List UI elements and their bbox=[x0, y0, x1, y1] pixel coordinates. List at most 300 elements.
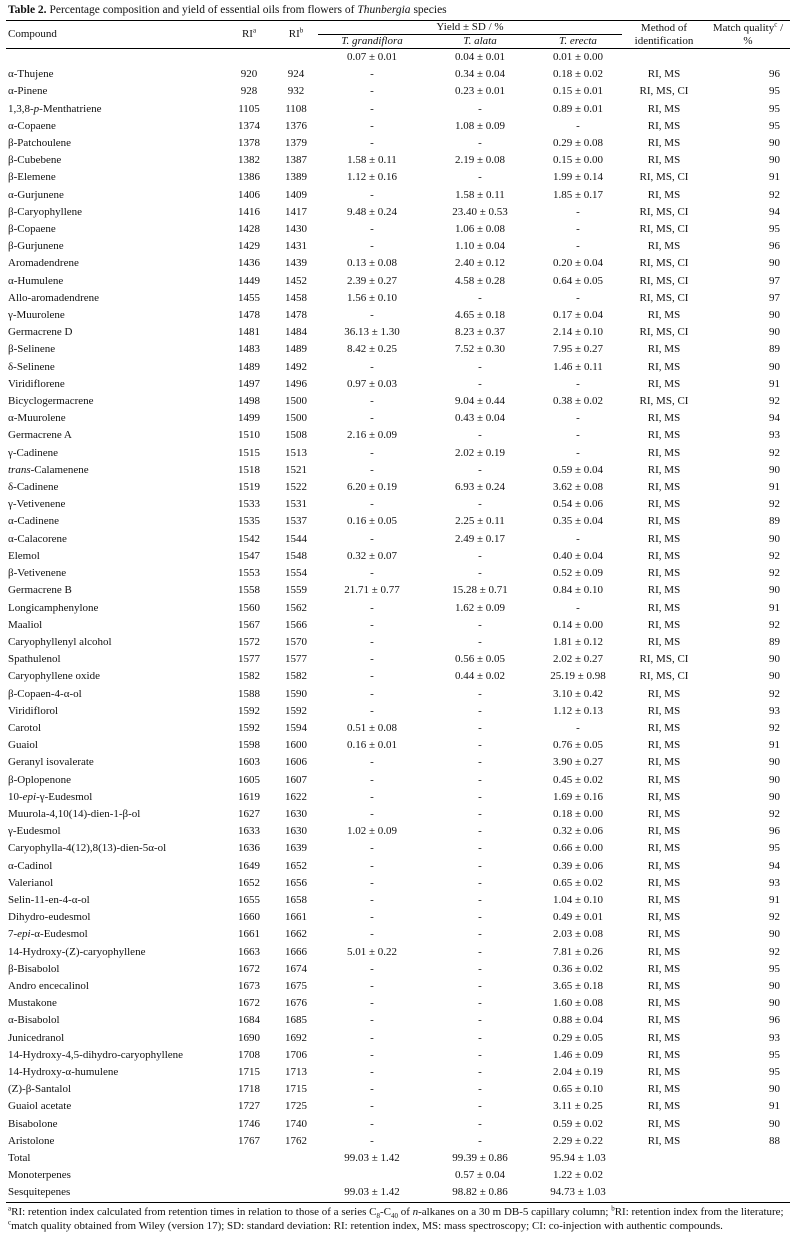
compound-name: β-Caryophyllene bbox=[8, 205, 83, 218]
yield-alata: 0.57 ± 0.04 bbox=[454, 1169, 506, 1182]
match-quality: 90 bbox=[769, 1083, 780, 1096]
ri-calculated: 1661 bbox=[238, 928, 260, 941]
method: RI, MS bbox=[647, 842, 681, 855]
compound-name: Germacrene D bbox=[8, 326, 73, 339]
method: RI, MS, CI bbox=[639, 257, 689, 270]
yield-erecta: 0.64 ± 0.05 bbox=[552, 274, 604, 287]
compound-name: 7-epi-α-Eudesmol bbox=[8, 928, 88, 941]
yield-erecta: 2.14 ± 0.10 bbox=[552, 326, 604, 339]
header-ri-b-text: RI bbox=[288, 28, 300, 40]
match-quality: 90 bbox=[769, 790, 780, 803]
ri-calculated: 1567 bbox=[238, 618, 260, 631]
method: RI, MS bbox=[647, 481, 681, 494]
yield-alata: - bbox=[478, 1100, 482, 1113]
compound-name: β-Oplopenone bbox=[8, 773, 72, 786]
ri-literature: 1548 bbox=[285, 549, 307, 562]
method: RI, MS bbox=[647, 188, 681, 201]
yield-alata: - bbox=[478, 1048, 482, 1061]
compound-name: α-Thujene bbox=[8, 68, 54, 81]
table-row bbox=[6, 118, 790, 135]
yield-erecta: 0.18 ± 0.02 bbox=[552, 68, 604, 81]
compound-name: Valerianol bbox=[8, 876, 54, 889]
footnote-a-text3: -alkanes on a 30 m DB-5 capillary column; bbox=[418, 1205, 612, 1218]
yield-grandiflora: - bbox=[370, 893, 374, 906]
table-row bbox=[6, 393, 790, 410]
yield-grandiflora: - bbox=[370, 1100, 374, 1113]
yield-erecta: 94.73 ± 1.03 bbox=[534, 1184, 622, 1202]
table-row bbox=[6, 169, 790, 186]
table-row bbox=[6, 1081, 790, 1098]
yield-erecta: 0.52 ± 0.09 bbox=[552, 567, 604, 580]
yield-alata: 99.39 ± 0.86 bbox=[452, 1152, 508, 1164]
match-quality: 90 bbox=[769, 979, 780, 992]
yield-alata: 15.28 ± 0.71 bbox=[452, 584, 508, 597]
compound-name: Aristolone bbox=[8, 1134, 55, 1147]
ri-literature: 1639 bbox=[285, 842, 307, 855]
ri-calculated: 1436 bbox=[238, 257, 260, 270]
footnote-n: n bbox=[412, 1205, 419, 1218]
ri-calculated: 1627 bbox=[238, 807, 260, 820]
yield-alata: - bbox=[478, 618, 482, 631]
ri-calculated: 1660 bbox=[238, 911, 260, 924]
table-row bbox=[6, 1116, 790, 1133]
table-row bbox=[6, 875, 790, 892]
ri-calculated: 928 bbox=[240, 85, 258, 98]
table-row bbox=[6, 479, 790, 496]
ri-literature: 1594 bbox=[285, 721, 307, 734]
ri-calculated: 1663 bbox=[238, 945, 260, 958]
ri-calculated: 1690 bbox=[238, 1031, 260, 1044]
yield-alata: - bbox=[478, 549, 482, 562]
ri-calculated: 1533 bbox=[238, 498, 260, 511]
table-row bbox=[6, 513, 790, 530]
yield-alata: 1.10 ± 0.04 bbox=[454, 240, 506, 253]
match-quality: 90 bbox=[769, 584, 780, 597]
yield-erecta: - bbox=[576, 119, 580, 132]
yield-erecta: - bbox=[576, 240, 580, 253]
compound-name: β-Cubebene bbox=[8, 154, 62, 167]
table-row bbox=[6, 926, 790, 943]
ri-literature: 1108 bbox=[285, 102, 307, 115]
ri-literature: 1600 bbox=[285, 739, 307, 752]
yield-grandiflora: 1.56 ± 0.10 bbox=[346, 291, 398, 304]
ri-calculated: 1386 bbox=[238, 171, 260, 184]
ri-literature: 1692 bbox=[285, 1031, 307, 1044]
yield-grandiflora: - bbox=[370, 756, 374, 769]
ri-literature: 1582 bbox=[285, 670, 307, 683]
yield-grandiflora bbox=[318, 1167, 426, 1184]
ri-literature: 1592 bbox=[285, 704, 307, 717]
match-quality: 97 bbox=[769, 274, 780, 287]
compound-name: Elemol bbox=[8, 549, 40, 562]
method: RI, MS bbox=[647, 240, 681, 253]
match-quality: 91 bbox=[769, 1100, 780, 1113]
compound-name: Carotol bbox=[8, 721, 41, 734]
yield-erecta: 7.95 ± 0.27 bbox=[552, 343, 604, 356]
yield-erecta: 0.59 ± 0.02 bbox=[552, 1117, 604, 1130]
table-row bbox=[6, 462, 790, 479]
ri-calculated: 1727 bbox=[238, 1100, 260, 1113]
composition-table bbox=[6, 20, 790, 1203]
table-row bbox=[6, 1064, 790, 1081]
method: RI, MS bbox=[647, 739, 681, 752]
ri-literature: 1562 bbox=[285, 601, 307, 614]
method: RI, MS bbox=[647, 1065, 681, 1078]
footnote-b-text: RI: retention index from the literature; bbox=[614, 1205, 784, 1218]
table-row bbox=[6, 565, 790, 582]
ri-calculated: 1449 bbox=[238, 274, 260, 287]
match-quality: 90 bbox=[769, 309, 780, 322]
yield-erecta: 2.03 ± 0.08 bbox=[552, 928, 604, 941]
header-match-sup: c bbox=[774, 19, 778, 28]
method: RI, MS bbox=[647, 807, 681, 820]
method: RI, MS bbox=[647, 102, 681, 115]
yield-erecta: 3.11 ± 0.25 bbox=[553, 1100, 603, 1113]
match-quality: 94 bbox=[769, 412, 780, 425]
yield-grandiflora: - bbox=[370, 859, 374, 872]
table-row bbox=[6, 83, 790, 100]
compound-name: Mustakone bbox=[8, 997, 57, 1010]
method: RI, MS bbox=[647, 137, 681, 150]
compound-name: 10-epi-γ-Eudesmol bbox=[8, 790, 93, 803]
ri-calculated: 1684 bbox=[238, 1014, 260, 1027]
method: RI, MS bbox=[647, 309, 681, 322]
ri-literature: 1379 bbox=[285, 137, 307, 150]
match-quality: 92 bbox=[769, 567, 780, 580]
yield-erecta: 0.01 ± 0.00 bbox=[552, 51, 604, 63]
ri-literature: 1389 bbox=[285, 171, 307, 184]
method: RI, MS bbox=[647, 825, 681, 838]
compound-name: Bisabolone bbox=[8, 1117, 58, 1130]
table-row bbox=[6, 772, 790, 789]
yield-grandiflora: - bbox=[370, 876, 374, 889]
compound-name: γ-Muurolene bbox=[8, 309, 65, 322]
match-quality: 90 bbox=[769, 257, 780, 270]
match-quality: 90 bbox=[769, 928, 780, 941]
yield-grandiflora: - bbox=[370, 807, 374, 820]
yield-grandiflora: - bbox=[370, 1014, 374, 1027]
yield-grandiflora: - bbox=[370, 68, 374, 81]
match-quality: 95 bbox=[769, 85, 780, 98]
method: RI, MS bbox=[647, 635, 681, 648]
yield-grandiflora: - bbox=[370, 498, 374, 511]
header-match-unit: / % bbox=[743, 21, 784, 47]
match-quality: 96 bbox=[769, 825, 780, 838]
yield-erecta: 0.32 ± 0.06 bbox=[552, 825, 604, 838]
ri-literature: 1522 bbox=[285, 481, 307, 494]
method: RI, MS bbox=[647, 876, 681, 889]
table-row bbox=[6, 324, 790, 341]
table-row bbox=[6, 1133, 790, 1150]
yield-erecta: 1.99 ± 0.14 bbox=[552, 171, 604, 184]
yield-grandiflora: - bbox=[370, 85, 374, 98]
ri-literature: 1685 bbox=[285, 1014, 307, 1027]
yield-erecta: 0.65 ± 0.02 bbox=[552, 876, 604, 889]
yield-grandiflora: - bbox=[370, 395, 374, 408]
header-yield: Yield ± SD / % bbox=[318, 21, 622, 35]
table-row bbox=[6, 806, 790, 823]
table-row bbox=[6, 427, 790, 444]
method: RI, MS bbox=[647, 446, 681, 459]
compound-name: α-Muurolene bbox=[8, 412, 66, 425]
method: RI, MS, CI bbox=[639, 171, 689, 184]
empty-cell bbox=[274, 1167, 318, 1184]
ri-calculated: 1718 bbox=[238, 1083, 260, 1096]
empty-cell bbox=[274, 1150, 318, 1167]
method: RI, MS bbox=[647, 567, 681, 580]
match-quality: 90 bbox=[769, 997, 780, 1010]
compound-name: trans-Calamenene bbox=[8, 463, 89, 476]
yield-erecta: 3.65 ± 0.18 bbox=[552, 979, 604, 992]
table-row bbox=[6, 582, 790, 599]
match-quality: 90 bbox=[769, 326, 780, 339]
yield-alata: 2.40 ± 0.12 bbox=[454, 257, 506, 270]
compound-name: β-Copaen-4-α-ol bbox=[8, 687, 82, 700]
yield-grandiflora: - bbox=[370, 188, 374, 201]
ri-literature: 1496 bbox=[285, 377, 307, 390]
match-quality: 92 bbox=[769, 395, 780, 408]
yield-grandiflora: - bbox=[370, 532, 374, 545]
compound-name: 14-Hydroxy-α-humulene bbox=[8, 1065, 119, 1078]
match-quality: 91 bbox=[769, 893, 780, 906]
table-row bbox=[6, 789, 790, 806]
table-row bbox=[6, 204, 790, 221]
yield-grandiflora: 9.48 ± 0.24 bbox=[346, 205, 398, 218]
ri-calculated: 1535 bbox=[238, 515, 260, 528]
table-row bbox=[6, 823, 790, 840]
method: RI, MS bbox=[647, 412, 681, 425]
header-species-erecta: T. erecta bbox=[534, 35, 622, 49]
table-row bbox=[6, 668, 790, 685]
ri-literature: 1500 bbox=[285, 412, 307, 425]
table-row bbox=[6, 221, 790, 238]
table-caption bbox=[8, 3, 790, 17]
yield-erecta: - bbox=[576, 446, 580, 459]
ri-literature: 1484 bbox=[285, 326, 307, 339]
ri-literature: 1570 bbox=[285, 635, 307, 648]
match-quality: 90 bbox=[769, 463, 780, 476]
yield-grandiflora: 0.13 ± 0.08 bbox=[346, 257, 398, 270]
yield-grandiflora: - bbox=[370, 790, 374, 803]
yield-grandiflora: - bbox=[370, 670, 374, 683]
ri-literature: 1430 bbox=[285, 223, 307, 236]
method: RI, MS bbox=[647, 68, 681, 81]
method: RI, MS bbox=[647, 584, 681, 597]
match-quality: 92 bbox=[769, 945, 780, 958]
ri-calculated: 1605 bbox=[238, 773, 260, 786]
yield-alata: - bbox=[478, 498, 482, 511]
yield-grandiflora: 36.13 ± 1.30 bbox=[344, 326, 400, 339]
ri-calculated: 1572 bbox=[238, 635, 260, 648]
ri-literature: 1676 bbox=[285, 997, 307, 1010]
ri-literature: 1500 bbox=[285, 395, 307, 408]
match-quality: 92 bbox=[769, 618, 780, 631]
compound-name: γ-Cadinene bbox=[8, 446, 59, 459]
compound-name: Guaiol bbox=[8, 739, 38, 752]
yield-alata: - bbox=[478, 567, 482, 580]
header-ri-b-sup: b bbox=[299, 26, 304, 35]
method: RI, MS bbox=[647, 893, 681, 906]
ri-literature: 1713 bbox=[285, 1065, 307, 1078]
yield-erecta: - bbox=[576, 532, 580, 545]
method: RI, MS bbox=[647, 945, 681, 958]
header-ri-a-sup: a bbox=[252, 26, 257, 35]
yield-alata: - bbox=[478, 842, 482, 855]
yield-erecta: - bbox=[576, 412, 580, 425]
ri-calculated: 1542 bbox=[238, 532, 260, 545]
method: RI, MS, CI bbox=[639, 653, 689, 666]
ri-calculated: 1553 bbox=[238, 567, 260, 580]
table-row bbox=[6, 686, 790, 703]
ri-calculated: 1582 bbox=[238, 670, 260, 683]
empty-cell bbox=[706, 1184, 790, 1202]
summary-label: Sesquitepenes bbox=[6, 1184, 224, 1202]
match-quality: 89 bbox=[769, 515, 780, 528]
compound-name: Junicedranol bbox=[8, 1031, 65, 1044]
yield-alata: - bbox=[478, 1014, 482, 1027]
yield-alata: 0.56 ± 0.05 bbox=[454, 653, 506, 666]
yield-grandiflora: - bbox=[370, 1048, 374, 1061]
compound-name: α-Calacorene bbox=[8, 532, 67, 545]
header-species-grandiflora: T. grandiflora bbox=[318, 35, 426, 49]
ri-literature: 1554 bbox=[285, 567, 307, 580]
ri-calculated: 1428 bbox=[238, 223, 260, 236]
table-row bbox=[6, 737, 790, 754]
compound-name: Geranyl isovalerate bbox=[8, 756, 94, 769]
yield-erecta: 0.66 ± 0.00 bbox=[552, 842, 604, 855]
yield-erecta: 0.40 ± 0.04 bbox=[552, 549, 604, 562]
yield-alata: - bbox=[478, 893, 482, 906]
ri-calculated: 1560 bbox=[238, 601, 260, 614]
ri-literature: 1662 bbox=[285, 928, 307, 941]
compound-name: β-Elemene bbox=[8, 171, 56, 184]
yield-grandiflora: - bbox=[370, 653, 374, 666]
method: RI, MS bbox=[647, 429, 681, 442]
footnote-sub1: 8 bbox=[376, 1211, 380, 1220]
ri-calculated: 1673 bbox=[238, 979, 260, 992]
yield-grandiflora: 8.42 ± 0.25 bbox=[346, 343, 398, 356]
match-quality: 93 bbox=[769, 876, 780, 889]
yield-erecta: 0.39 ± 0.06 bbox=[552, 859, 604, 872]
table-row bbox=[6, 978, 790, 995]
table-row bbox=[6, 445, 790, 462]
table-row bbox=[6, 359, 790, 376]
compound-name: β-Patchoulene bbox=[8, 137, 72, 150]
match-quality: 88 bbox=[769, 1134, 780, 1147]
ri-calculated: 1558 bbox=[238, 584, 260, 597]
ri-calculated: 1708 bbox=[238, 1048, 260, 1061]
footnote-c-mark: c bbox=[8, 1217, 12, 1226]
table-row bbox=[6, 909, 790, 926]
ri-literature: 1513 bbox=[285, 446, 307, 459]
summary-label: Total bbox=[8, 1152, 31, 1164]
yield-alata: - bbox=[478, 790, 482, 803]
yield-grandiflora: 5.01 ± 0.22 bbox=[346, 945, 398, 958]
yield-grandiflora: 21.71 ± 0.77 bbox=[344, 584, 400, 597]
match-quality: 91 bbox=[769, 481, 780, 494]
yield-grandiflora: - bbox=[370, 842, 374, 855]
match-quality: 92 bbox=[769, 687, 780, 700]
method: RI, MS, CI bbox=[639, 85, 689, 98]
yield-erecta: 2.29 ± 0.22 bbox=[552, 1134, 604, 1147]
method: RI, MS bbox=[647, 618, 681, 631]
yield-erecta: 0.20 ± 0.04 bbox=[552, 257, 604, 270]
ri-literature: 1606 bbox=[285, 756, 307, 769]
yield-alata: - bbox=[478, 377, 482, 390]
yield-erecta: 0.45 ± 0.02 bbox=[552, 773, 604, 786]
table-row bbox=[6, 376, 790, 393]
yield-grandiflora: 0.07 ± 0.01 bbox=[346, 51, 398, 63]
table-row bbox=[6, 600, 790, 617]
header-ri-calculated bbox=[224, 21, 274, 49]
ri-literature: 1409 bbox=[285, 188, 307, 201]
yield-alata: 1.58 ± 0.11 bbox=[455, 188, 505, 201]
match-quality: 90 bbox=[769, 137, 780, 150]
compound-name: Maaliol bbox=[8, 618, 43, 631]
table-row bbox=[6, 995, 790, 1012]
yield-alata: - bbox=[478, 807, 482, 820]
table-row bbox=[6, 858, 790, 875]
compound-name: 14-Hydroxy-4,5-dihydro-caryophyllene bbox=[8, 1048, 184, 1061]
ri-literature: 1661 bbox=[285, 911, 307, 924]
method: RI, MS bbox=[647, 1014, 681, 1027]
yield-erecta: - bbox=[576, 205, 580, 218]
yield-alata: 2.19 ± 0.08 bbox=[454, 154, 506, 167]
yield-grandiflora: - bbox=[370, 1134, 374, 1147]
yield-grandiflora: - bbox=[370, 601, 374, 614]
ri-literature: 1715 bbox=[285, 1083, 307, 1096]
ri-calculated: 1382 bbox=[238, 154, 260, 167]
table-row bbox=[6, 101, 790, 118]
match-quality: 96 bbox=[769, 68, 780, 81]
match-quality: 95 bbox=[769, 102, 780, 115]
table-row bbox=[6, 255, 790, 272]
yield-alata: 1.08 ± 0.09 bbox=[454, 119, 506, 132]
method: RI, MS bbox=[647, 119, 681, 132]
method: RI, MS bbox=[647, 756, 681, 769]
table-row bbox=[6, 273, 790, 290]
yield-alata: - bbox=[478, 962, 482, 975]
yield-alata: 9.04 ± 0.44 bbox=[454, 395, 506, 408]
ri-calculated: 1672 bbox=[238, 962, 260, 975]
yield-alata: - bbox=[478, 739, 482, 752]
caption-genus: Thunbergia bbox=[357, 4, 411, 16]
ri-calculated: 1515 bbox=[238, 446, 260, 459]
yield-grandiflora: 0.16 ± 0.05 bbox=[346, 515, 398, 528]
ri-calculated: 1592 bbox=[238, 704, 260, 717]
yield-alata: - bbox=[478, 773, 482, 786]
yield-alata: 23.40 ± 0.53 bbox=[452, 205, 508, 218]
yield-erecta: 3.90 ± 0.27 bbox=[552, 756, 604, 769]
compound-name: β-Copaene bbox=[8, 223, 56, 236]
ri-literature: 1762 bbox=[285, 1134, 307, 1147]
yield-erecta: 0.15 ± 0.00 bbox=[552, 154, 604, 167]
yield-alata: 0.23 ± 0.01 bbox=[454, 85, 506, 98]
ri-calculated: 1510 bbox=[238, 429, 260, 442]
compound-name: α-Gurjunene bbox=[8, 188, 64, 201]
yield-alata: - bbox=[478, 876, 482, 889]
header-ri-literature bbox=[274, 21, 318, 49]
table-row bbox=[6, 548, 790, 565]
table-row bbox=[6, 1030, 790, 1047]
compound-name: Andro encecalinol bbox=[8, 979, 89, 992]
ri-calculated: 1649 bbox=[238, 859, 260, 872]
method: RI, MS bbox=[647, 343, 681, 356]
ri-literature: 1675 bbox=[285, 979, 307, 992]
yield-grandiflora: - bbox=[370, 979, 374, 992]
yield-erecta: - bbox=[576, 601, 580, 614]
yield-alata: - bbox=[478, 997, 482, 1010]
